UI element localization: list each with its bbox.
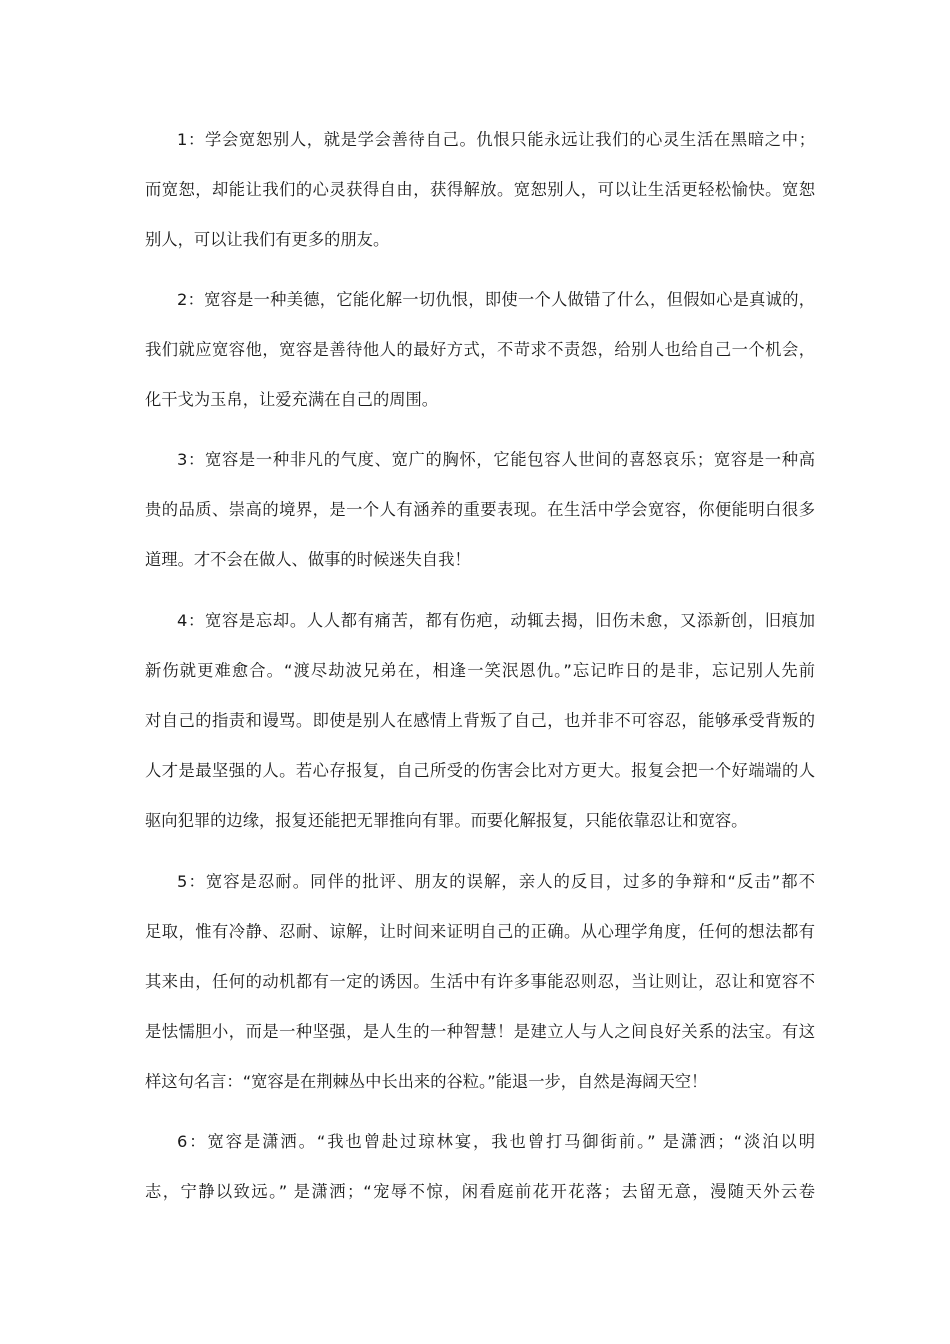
- paragraph-5-line-2: 足取，惟有冷静、忍耐、谅解，让时间来证明自己的正确。从心理学角度，任何的想法都有: [145, 922, 815, 941]
- paragraph-2-line-1: 2：宽容是一种美德，它能化解一切仇恨，即使一个人做错了什么，但假如心是真诚的，: [177, 290, 815, 309]
- paragraph-1-line-1: 1：学会宽恕别人，就是学会善待自己。仇恨只能永远让我们的心灵生活在黑暗之中；: [177, 130, 815, 149]
- paragraph-6-line-1: 6：宽容是潇洒。“我也曾赴过琼林宴，我也曾打马御街前。” 是潇洒；“淡泊以明: [177, 1132, 815, 1151]
- paragraph-2-line-3: 化干戈为玉帛，让爱充满在自己的周围。: [145, 390, 439, 409]
- paragraph-5-line-3: 其来由，任何的动机都有一定的诱因。生活中有许多事能忍则忍，当让则让，忍让和宽容不: [145, 972, 815, 991]
- paragraph-4-line-3: 对自己的指责和谩骂。即使是别人在感情上背叛了自己，也并非不可容忍，能够承受背叛的: [145, 711, 815, 730]
- paragraph-2-line-2: 我们就应宽容他，宽容是善待他人的最好方式，不苛求不责怨，给别人也给自己一个机会，: [145, 340, 815, 359]
- paragraph-1-line-3: 别人，可以让我们有更多的朋友。: [145, 230, 390, 249]
- paragraph-3-line-3: 道理。才不会在做人、做事的时候迷失自我！: [145, 550, 471, 569]
- paragraph-3-line-2: 贵的品质、崇高的境界，是一个人有涵养的重要表现。在生活中学会宽容，你便能明白很多: [145, 500, 815, 519]
- paragraph-3-line-1: 3：宽容是一种非凡的气度、宽广的胸怀，它能包容人世间的喜怒哀乐；宽容是一种高: [177, 450, 815, 469]
- paragraph-5-line-5: 样这句名言：“宽容是在荆棘丛中长出来的谷粒。”能退一步，自然是海阔天空！: [145, 1072, 708, 1091]
- paragraph-5-line-1: 5：宽容是忍耐。同伴的批评、朋友的误解，亲人的反目，过多的争辩和“反击”都不: [177, 872, 815, 891]
- paragraph-4-line-5: 驱向犯罪的边缘，报复还能把无罪推向有罪。而要化解报复，只能依靠忍让和宽容。: [145, 811, 748, 830]
- paragraph-6-line-2: 志，宁静以致远。” 是潇洒；“宠辱不惊，闲看庭前花开花落；去留无意，漫随天外云卷: [145, 1182, 815, 1201]
- paragraph-4-line-4: 人才是最坚强的人。若心存报复，自己所受的伤害会比对方更大。报复会把一个好端端的人: [145, 761, 815, 780]
- paragraph-1-line-2: 而宽恕，却能让我们的心灵获得自由，获得解放。宽恕别人，可以让生活更轻松愉快。宽恕: [145, 180, 815, 199]
- paragraph-4-line-2: 新伤就更难愈合。“渡尽劫波兄弟在，相逢一笑泯恩仇。”忘记昨日的是非，忘记别人先前: [145, 661, 815, 680]
- paragraph-4-line-1: 4：宽容是忘却。人人都有痛苦，都有伤疤，动辄去揭，旧伤未愈，又添新创，旧痕加: [177, 611, 815, 630]
- paragraph-5-line-4: 是怯懦胆小，而是一种坚强，是人生的一种智慧！是建立人与人之间良好关系的法宝。有这: [145, 1022, 815, 1041]
